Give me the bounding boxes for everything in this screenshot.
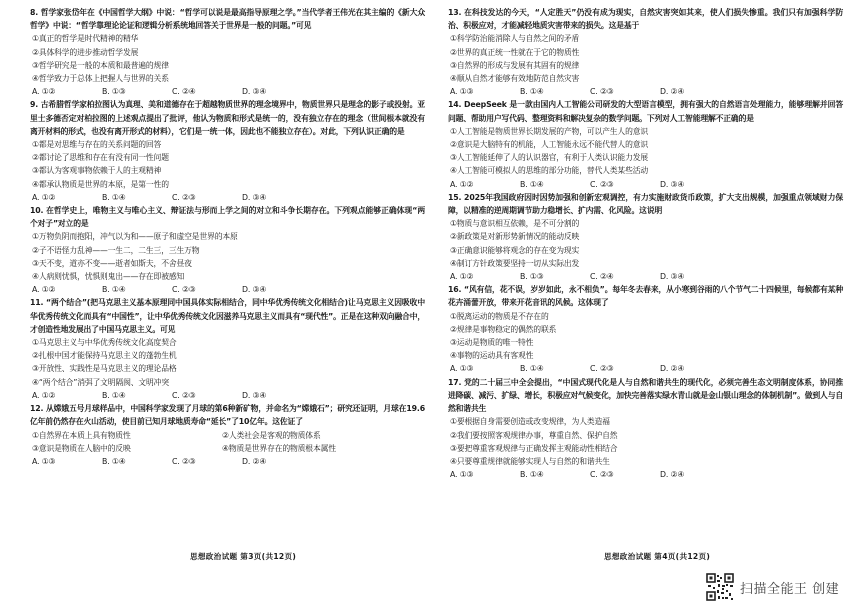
question-10 <box>30 204 425 296</box>
answer-b: B. ①③ <box>520 272 544 282</box>
answer-d: D. ③④ <box>242 390 267 400</box>
option: ③哲学研究是一般的本质和最普遍的规律 <box>32 60 169 70</box>
option: ①脱离运动的物质是不存在的 <box>450 311 549 321</box>
option: ④只要尊重规律就能够实现人与自然的和谐共生 <box>450 456 610 466</box>
answer-choices <box>448 468 843 481</box>
answer-d: D. ③④ <box>660 272 685 282</box>
answer-a: A. ①③ <box>450 87 474 97</box>
question-stem: 17. 党的二十届三中全会提出，“中国式现代化是人与自然和谐共生的现代化，必须完善生态文明制度体系，协同推进降碳、减污、扩绿、增长，积极应对气候变化，加快完善落实绿水青山就是金山银山理念的体制机制”。做到人与自然和谐共生 <box>448 377 843 414</box>
option: ③意识是物质在人脑中的反映 <box>32 443 131 453</box>
answer-choices <box>448 270 843 283</box>
question-stem: 12. 从嫦娥五号月球样品中，中国科学家发现了月球的第6种新矿物，并命名为“嫦娥石”；研究还证明，月球在19.6亿年前仍然存在火山活动，使目前已知月球地质寿命“延长”了10亿年。这佐证了 <box>30 404 425 427</box>
option: ③要把尊重客观规律与正确发挥主观能动性相结合 <box>450 443 618 453</box>
option: ③开放性、实践性是马克思主义的理论品格 <box>32 364 177 374</box>
option-row <box>30 442 425 455</box>
option: ③人工智能延伸了人的认识器官，有利于人类认识能力发展 <box>450 153 649 163</box>
option: ②子不语怪力乱神——一生二，二生三，三生万物 <box>32 245 200 255</box>
scanner-label: 扫描全能王 创建 <box>740 581 840 597</box>
answer-b: B. ①④ <box>520 87 544 97</box>
question-8 <box>30 6 425 98</box>
option: ④人病则忧惧，忧惧则鬼出——存在即被感知 <box>32 272 185 282</box>
answer-choices <box>30 283 425 296</box>
question-stem: 15. 2025年我国政府因时因势加强和创新宏观调控，有力实施财政货币政策，扩大支出规模，加强重点领域财力保障，以精准的逆周期调节助力稳增长、扩内需、化风险。这说明 <box>448 192 843 216</box>
answer-c: C. ②④ <box>172 87 196 97</box>
option: ②扎根中国才能保持马克思主义的蓬勃生机 <box>32 351 177 361</box>
question-13 <box>448 6 843 98</box>
question-17 <box>448 376 843 482</box>
option: ①科学防治能消除人与自然之间的矛盾 <box>450 34 580 44</box>
option: ②具体科学的进步推动哲学发展 <box>32 47 139 57</box>
answer-choices <box>30 455 425 468</box>
answer-choices <box>30 191 425 204</box>
option: ②我们要按照客观规律办事，尊重自然、保护自然 <box>450 430 618 440</box>
option: ②都讨论了思维和存在有没有同一性问题 <box>32 153 169 163</box>
right-column <box>448 6 843 481</box>
answer-d: D. ②④ <box>660 87 685 97</box>
answer-c: C. ②③ <box>590 179 614 189</box>
option-row <box>30 429 425 442</box>
answer-d: D. ③④ <box>242 87 267 97</box>
answer-d: D. ③④ <box>242 285 267 295</box>
option: ③都认为客观事物依赖于人的主观精神 <box>32 166 162 176</box>
option: ①物质与意识相互依赖，是不可分割的 <box>450 219 580 229</box>
answer-a: A. ①② <box>32 285 56 295</box>
option: ①人工智能是物质世界长期发展的产物，可以产生人的意识 <box>450 126 649 136</box>
answer-choices <box>30 85 425 98</box>
answer-b: B. ①③ <box>102 87 126 97</box>
question-stem: 10. 在哲学史上，唯物主义与唯心主义、辩证法与形而上学之间的对立和斗争长期存在。下列观点能够正确体现“两个对子”对立的是 <box>30 206 425 229</box>
question-stem: 14. DeepSeek 是一款由国内人工智能公司研发的大型语言模型，拥有强大的自然语言处理能力，能够理解并回答问题、帮助用户写代码、整理资料和解决复杂的数学问题。下列对人工智能理解不正确的是 <box>448 100 843 123</box>
answer-c: C. ②③ <box>172 390 196 400</box>
answer-b: B. ①④ <box>102 390 126 400</box>
answer-a: A. ①② <box>450 272 474 282</box>
answer-choices <box>448 178 843 191</box>
question-stem: 16. “风有信，花不误，岁岁如此，永不相负”。每年冬去春来，从小寒到谷雨的八个节气二十四候里，每候都有某种花卉涌蕾开放，带来开花音讯的风候。这体现了 <box>448 285 843 308</box>
question-15 <box>448 191 843 283</box>
answer-c: C. ②③ <box>590 364 614 374</box>
option: ②世界的真正统一性就在于它的物质性 <box>450 47 580 57</box>
answer-a: A. ①③ <box>32 456 56 466</box>
answer-b: B. ①④ <box>520 179 544 189</box>
answer-b: B. ①④ <box>102 285 126 295</box>
option: ①马克思主义与中华优秀传统文化高度契合 <box>32 338 177 348</box>
question-stem: 11. “两个结合”(把马克思主义基本原理同中国具体实际相结合，同中华优秀传统文化相结合)让马克思主义因吸收中华优秀传统文化而具有“中国性”，让中华优秀传统文化因滋养马克思主义而具有“现代性”。正是在这种双向融合中，才创造性地发展出了中国马克思主义。可见 <box>30 298 425 334</box>
answer-a: A. ①③ <box>450 470 474 480</box>
option: ①自然界在本质上具有物质性 <box>32 430 131 440</box>
page-footer-left: 思想政治试题 第3页(共12页) <box>190 552 297 561</box>
page-footer-right: 思想政治试题 第4页(共12页) <box>604 552 711 561</box>
answer-c: C. ②④ <box>590 272 614 282</box>
option: ①要根据自身需要创造或改变规律，为人类造福 <box>450 417 610 427</box>
option: ①万物负阴而抱阳，冲气以为和——原子和虚空是世界的本原 <box>32 232 238 242</box>
left-column <box>30 6 425 468</box>
answer-b: B. ①④ <box>520 364 544 374</box>
answer-a: A. ①② <box>450 179 474 189</box>
option: ④都承认物质是世界的本原，是第一性的 <box>32 179 169 189</box>
question-stem: 8. 哲学家张岱年在《中国哲学大纲》中说：“哲学可以说是最高指导原理之学。”当代学者王伟光在其主编的《新大众哲学》中说：“哲学靠理论论证和逻辑分析系统地回答关于世界是一般的问题。”可见 <box>30 8 425 31</box>
option: ④“两个结合”消弭了文明隔阂、文明冲突 <box>32 377 169 387</box>
question-11 <box>30 296 425 402</box>
option: ③天不变，道亦不变——逝者如斯夫，不舍昼夜 <box>32 258 192 268</box>
answer-a: A. ①② <box>32 87 56 97</box>
scanner-watermark <box>706 573 839 601</box>
answer-a: A. ①③ <box>450 364 474 374</box>
answer-b: B. ①④ <box>102 456 126 466</box>
option: ③自然界的形成与发展有其固有的规律 <box>450 60 580 70</box>
answer-a: A. ①② <box>32 192 56 202</box>
option: ④制订方针政策要坚持一切从实际出发 <box>450 258 580 268</box>
qr-code-icon <box>706 573 734 601</box>
question-14 <box>448 98 843 190</box>
answer-choices <box>448 85 843 98</box>
answer-c: C. ②③ <box>172 192 196 202</box>
answer-d: D. ②④ <box>660 470 685 480</box>
answer-b: B. ①④ <box>102 192 126 202</box>
option: ②规律是事物稳定的偶然的联系 <box>450 324 557 334</box>
option: ②新政策是对新形势新情况的能动反映 <box>450 232 580 242</box>
answer-d: D. ③④ <box>242 192 267 202</box>
answer-c: C. ②③ <box>590 470 614 480</box>
question-stem: 9. 古希腊哲学家柏拉图认为真理、美和道德存在于超越物质世界的理念境界中，物质世界只是理念的影子或投射。亚里士多德否定对柏拉图的上述观点提出了批评，他认为物质和形式是统一的，没有独立存在的理念（世间根本就没有离开材料的形式，也没有离开形式的材料），它们是一统一体，因此也不能独立存在）。对此，下列认识正确的是 <box>30 100 425 136</box>
question-12 <box>30 402 425 468</box>
answer-d: D. ③④ <box>660 179 685 189</box>
answer-c: C. ②③ <box>172 285 196 295</box>
option: ④人工智能可模拟人的思维的部分功能，替代人类某些活动 <box>450 166 649 176</box>
option: ①都是对思维与存在的关系问题的回答 <box>32 140 162 150</box>
option: ③正确意识能够将观念的存在变为现实 <box>450 245 580 255</box>
question-16 <box>448 283 843 375</box>
option: ①真正的哲学是时代精神的精华 <box>32 34 139 44</box>
option: ④事物的运动具有客观性 <box>450 351 534 361</box>
answer-c: C. ②③ <box>590 87 614 97</box>
answer-d: D. ②④ <box>242 456 267 466</box>
answer-choices <box>448 362 843 375</box>
answer-a: A. ①② <box>32 390 56 400</box>
option: ④哲学致力于总体上把握人与世界的关系 <box>32 74 169 84</box>
answer-choices <box>30 389 425 402</box>
answer-d: D. ②④ <box>660 364 685 374</box>
question-9 <box>30 98 425 204</box>
answer-c: C. ②③ <box>172 456 196 466</box>
option: ③运动是物质的唯一特性 <box>450 338 534 348</box>
option: ②意识是大脑特有的机能，人工智能永远不能代替人的意识 <box>450 140 649 150</box>
option: ④物质是世界存在的物质根本属性 <box>222 443 336 453</box>
option: ④顺从自然才能够有效地防范自然灾害 <box>450 74 580 84</box>
option: ②人类社会是客观的物质体系 <box>222 430 321 440</box>
answer-b: B. ①④ <box>520 470 544 480</box>
question-stem: 13. 在科技发达的今天，“人定胜天”仍没有成为现实，自然灾害突如其来，使人们损失惨重。我们只有加强科学防治、积极应对，才能减轻地质灾害带来的损失。这是基于 <box>448 8 843 31</box>
